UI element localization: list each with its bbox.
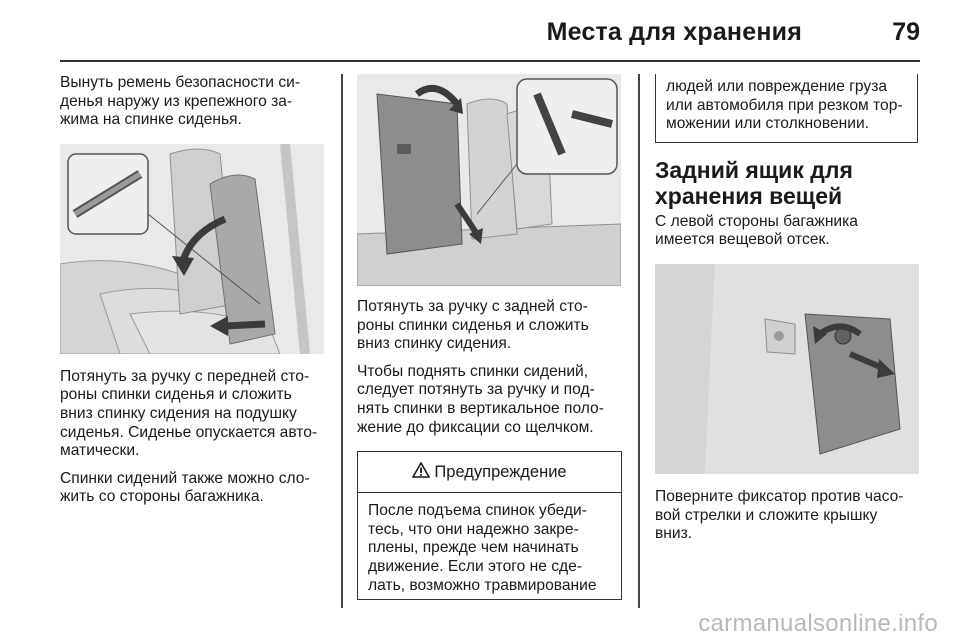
warning-box (357, 451, 622, 600)
rear-handle-figure (357, 74, 621, 286)
watermark: carmanualsonline.info (698, 610, 938, 637)
seat-fold-illustration (60, 144, 324, 354)
page-title: Места для хранения (546, 18, 802, 46)
column-1 (60, 74, 328, 507)
storage-box-figure (655, 264, 919, 474)
col2-paragraph-2: Чтобы поднять спинки сидений, следует потянуть за ручку и под- нять спинки в вертикальное поло- жение до фиксации со щелчком. (357, 362, 604, 436)
storage-box-illustration (655, 264, 919, 474)
column-divider-1 (341, 74, 343, 608)
page-number: 79 (892, 18, 920, 46)
page-header (60, 0, 920, 62)
seat-rear-handle-illustration (357, 74, 621, 286)
header-rule (60, 60, 920, 62)
seat-belt-figure (60, 144, 324, 354)
col3-paragraph-2: Поверните фиксатор против часо- вой стрелки и сложите крышку вниз. (655, 487, 904, 543)
warning-triangle-icon (412, 462, 430, 483)
column-2 (357, 74, 622, 600)
col1-paragraph-3: Спинки сидений также можно сло- жить со стороны багажника. (60, 469, 310, 506)
warning-continuation-box (655, 74, 918, 143)
column-divider-2 (638, 74, 640, 608)
column-3 (655, 74, 920, 544)
col2-paragraph-1: Потянуть за ручку с задней сто- роны спинки сиденья и сложить вниз спинку сидения. (357, 298, 589, 353)
col3-paragraph-1: С левой стороны багажника имеется вещевой отсек. (655, 212, 858, 249)
section-heading: Задний ящик для хранения вещей (655, 156, 853, 209)
warning-header (358, 452, 621, 493)
warning-body (358, 493, 621, 599)
warning-text: После подъема спинок убеди- тесь, что они надежно закре- плены, прежде чем начинать движение. Если этого не сде- лать, возможно травмирование (368, 502, 597, 594)
warning-title: Предупреждение (434, 462, 567, 481)
warning-continuation-text: людей или повреждение груза или автомобиля при резком тор- можении или столкновении. (666, 78, 903, 133)
col1-paragraph-2: Потянуть за ручку с передней сто- роны спинки сиденья и сложить вниз спинку сидения на подушку сиденья. Сиденье опускается авто- матически. (60, 367, 318, 460)
col1-paragraph-1: Вынуть ремень безопасности си- денья наружу из крепежного за- жима на спинке сиденья. (60, 74, 301, 129)
